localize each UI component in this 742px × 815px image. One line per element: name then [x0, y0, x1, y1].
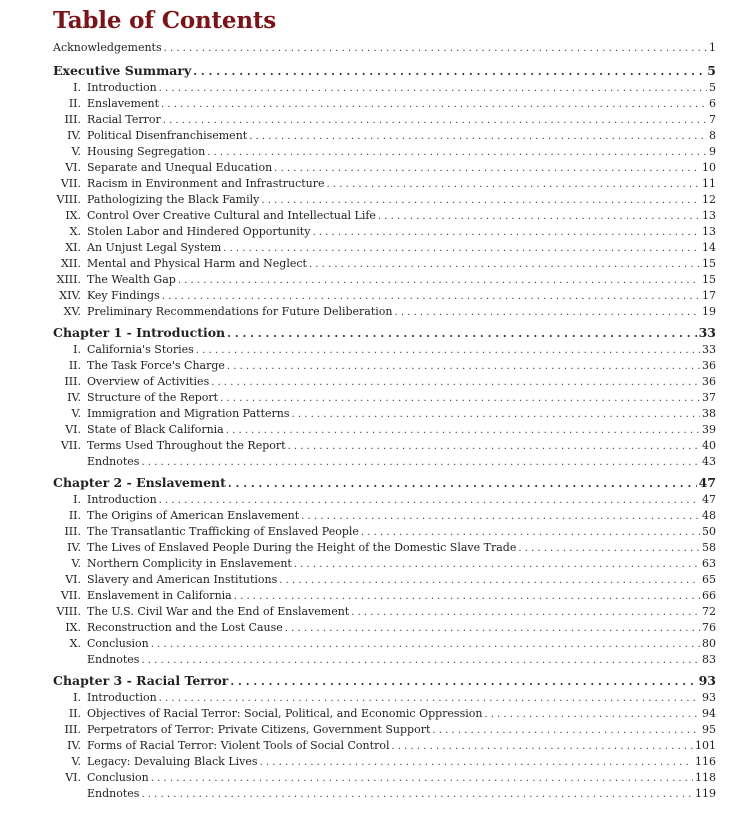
toc-entry[interactable] — [53, 652, 716, 668]
toc-entry[interactable] — [53, 636, 716, 652]
toc-entry-label: Introduction — [87, 81, 157, 94]
toc-entry[interactable] — [53, 304, 716, 320]
toc-entry[interactable] — [53, 208, 716, 224]
toc-entry-page: 118 — [695, 771, 716, 784]
toc-entry-numeral: XIV. — [59, 289, 81, 302]
toc-entry-label: Endnotes — [87, 455, 140, 468]
dot-leader — [261, 193, 700, 209]
toc-entry-label: Introduction — [87, 493, 157, 506]
toc-entry-label: The U.S. Civil War and the End of Enslavement — [87, 605, 350, 618]
toc-entry-label: Separate and Unequal Education — [87, 161, 273, 174]
toc-entry-label: The Transatlantic Trafficking of Enslaved People — [87, 525, 359, 538]
toc-entry-numeral: II. — [68, 359, 81, 372]
dot-leader — [220, 391, 700, 407]
dot-leader — [163, 113, 707, 129]
toc-entry[interactable] — [53, 342, 716, 358]
toc-entry[interactable] — [53, 738, 716, 754]
toc-entry-page: 95 — [702, 723, 716, 736]
toc-entry-numeral: VI. — [65, 423, 81, 436]
toc-entry-label: Key Findings — [87, 289, 160, 302]
toc-entry-page: 83 — [702, 653, 716, 666]
section-title: Executive Summary — [53, 63, 192, 78]
toc-entry-numeral: VII. — [60, 439, 81, 452]
toc-entry-page: 19 — [702, 305, 716, 318]
toc-entry-page: 116 — [695, 755, 716, 768]
toc-entry-label: Enslavement in California — [87, 589, 232, 602]
toc-entry-numeral: VII. — [60, 589, 81, 602]
toc-entry-numeral: XV. — [63, 305, 81, 318]
toc-entry-label: Slavery and American Institutions — [87, 573, 278, 586]
toc-section-heading[interactable] — [53, 474, 716, 492]
toc-entry-page: 93 — [702, 691, 716, 704]
section-page: 93 — [698, 673, 716, 688]
toc-entry-label: Racism in Environment and Infrastructure — [87, 177, 325, 190]
toc-entry-label: The Wealth Gap — [87, 273, 176, 286]
toc-entry[interactable] — [53, 572, 716, 588]
toc-entry-label: Immigration and Migration Patterns — [87, 407, 290, 420]
toc-entry-page: 5 — [709, 81, 716, 94]
toc-title: Table of Contents — [53, 7, 277, 34]
section-page: 47 — [698, 475, 716, 490]
toc-entry[interactable] — [53, 272, 716, 288]
toc-entry[interactable] — [53, 256, 716, 272]
dot-leader — [391, 739, 693, 755]
toc-entry[interactable] — [53, 524, 716, 540]
toc-entry-page: 119 — [695, 787, 716, 800]
toc-entry[interactable] — [53, 770, 716, 786]
toc-entry-numeral: III. — [64, 525, 81, 538]
toc-entry[interactable] — [53, 160, 716, 176]
toc-entry-page: 94 — [702, 707, 716, 720]
toc-entry-numeral: VI. — [65, 161, 81, 174]
dot-leader — [518, 541, 700, 557]
dot-leader — [159, 81, 707, 97]
toc-entry-numeral: IX. — [65, 209, 81, 222]
toc-entry-label: Endnotes — [87, 653, 140, 666]
dot-leader — [292, 407, 701, 423]
dot-leader — [285, 621, 700, 637]
dot-leader — [249, 129, 707, 145]
toc-entry-numeral: XII. — [60, 257, 81, 270]
toc-entry-page: 1 — [709, 41, 716, 54]
toc-entry-page: 72 — [702, 605, 716, 618]
toc-entry[interactable] — [53, 406, 716, 422]
toc-entry-page: 43 — [702, 455, 716, 468]
dot-leader — [159, 493, 700, 509]
toc-entry[interactable] — [53, 374, 716, 390]
dot-leader — [234, 589, 700, 605]
toc-entry-label: Legacy: Devaluing Black Lives — [87, 755, 258, 768]
toc-entry[interactable] — [53, 540, 716, 556]
toc-entry-numeral: I. — [73, 691, 81, 704]
toc-entry-label: Racial Terror — [87, 113, 161, 126]
toc-entry-page: 17 — [702, 289, 716, 302]
toc-entry[interactable] — [53, 144, 716, 160]
toc-entry-numeral: VIII. — [56, 193, 81, 206]
dot-leader — [159, 691, 700, 707]
toc-entry-page: 11 — [702, 177, 716, 190]
toc-entry[interactable] — [53, 422, 716, 438]
dot-leader — [141, 455, 700, 471]
toc-entry[interactable] — [53, 556, 716, 572]
toc-entry-numeral: X. — [69, 637, 81, 650]
toc-entry-numeral: II. — [68, 707, 81, 720]
toc-entry[interactable] — [53, 438, 716, 454]
dot-leader — [178, 273, 700, 289]
toc-entry-numeral: V. — [71, 145, 81, 158]
dot-leader — [351, 605, 700, 621]
dot-leader — [484, 707, 700, 723]
toc-entry[interactable] — [53, 240, 716, 256]
toc-entry-label: Objectives of Racial Terror: Social, Political, and Economic Oppression — [87, 707, 483, 720]
toc-entry-label: Perpetrators of Terror: Private Citizens, Government Support — [87, 723, 431, 736]
toc-entry-numeral: III. — [64, 113, 81, 126]
toc-entry-page: 48 — [702, 509, 716, 522]
toc-page — [53, 6, 716, 802]
dot-leader — [309, 257, 700, 273]
toc-section-heading[interactable] — [53, 324, 716, 342]
toc-entry-numeral: IV. — [67, 129, 81, 142]
toc-entry-numeral: IV. — [67, 541, 81, 554]
dot-leader — [279, 573, 700, 589]
toc-entry-numeral: XIII. — [56, 273, 81, 286]
toc-entry-page: 36 — [702, 375, 716, 388]
toc-entry[interactable] — [53, 492, 716, 508]
dot-leader — [226, 423, 700, 439]
toc-entry-page: 7 — [709, 113, 716, 126]
dot-leader — [378, 209, 700, 225]
toc-entry[interactable] — [53, 690, 716, 706]
toc-section-heading[interactable] — [53, 672, 716, 690]
dot-leader — [164, 41, 707, 57]
toc-section-heading[interactable] — [53, 62, 716, 80]
toc-entry[interactable] — [53, 588, 716, 604]
toc-entry-page: 66 — [702, 589, 716, 602]
toc-entry-label: Forms of Racial Terror: Violent Tools of Social Control — [87, 739, 390, 752]
toc-entry-label: Northern Complicity in Enslavement — [87, 557, 292, 570]
toc-entry[interactable] — [53, 288, 716, 304]
dot-leader — [327, 177, 700, 193]
toc-entry-numeral: I. — [73, 493, 81, 506]
dot-leader — [141, 653, 700, 669]
toc-entry[interactable] — [53, 128, 716, 144]
toc-entry-label: Reconstruction and the Lost Cause — [87, 621, 283, 634]
toc-entry-label: Housing Segregation — [87, 145, 206, 158]
toc-entry-label: Structure of the Report — [87, 391, 219, 404]
toc-entry-label: Mental and Physical Harm and Neglect — [87, 257, 307, 270]
toc-entry-page: 101 — [695, 739, 716, 752]
section-title: Chapter 2 - Enslavement — [53, 475, 226, 490]
dot-leader — [230, 673, 696, 691]
toc-entry[interactable] — [53, 454, 716, 470]
toc-entry[interactable] — [53, 604, 716, 620]
toc-entry-page: 6 — [709, 97, 716, 110]
toc-entry-page: 65 — [702, 573, 716, 586]
dot-leader — [395, 305, 701, 321]
toc-entry-page: 38 — [702, 407, 716, 420]
toc-entry-page: 8 — [709, 129, 716, 142]
toc-entry-numeral: III. — [64, 375, 81, 388]
toc-entry-page: 36 — [702, 359, 716, 372]
toc-entry-label: Conclusion — [87, 637, 149, 650]
toc-entry-page: 80 — [702, 637, 716, 650]
dot-leader — [211, 375, 700, 391]
toc-entry-page: 12 — [702, 193, 716, 206]
dot-leader — [227, 325, 696, 343]
dot-leader — [260, 755, 693, 771]
toc-entry[interactable] — [53, 786, 716, 802]
dot-leader — [288, 439, 700, 455]
toc-entry-numeral: IV. — [67, 391, 81, 404]
toc-entry[interactable] — [53, 754, 716, 770]
toc-entry-page: 76 — [702, 621, 716, 634]
toc-entry-label: Conclusion — [87, 771, 149, 784]
dot-leader — [151, 637, 700, 653]
toc-entry-page: 50 — [702, 525, 716, 538]
toc-entry-page: 58 — [702, 541, 716, 554]
dot-leader — [162, 289, 700, 305]
toc-entry[interactable] — [53, 620, 716, 636]
dot-leader — [227, 359, 700, 375]
section-page: 5 — [707, 63, 716, 78]
toc-entry-numeral: VII. — [60, 177, 81, 190]
toc-entry-page: 33 — [702, 343, 716, 356]
toc-entry-label: Enslavement — [87, 97, 160, 110]
toc-entry-numeral: V. — [71, 407, 81, 420]
toc-entry[interactable] — [53, 706, 716, 722]
toc-entry[interactable] — [53, 112, 716, 128]
toc-entry-label: Control Over Creative Cultural and Intellectual Life — [87, 209, 376, 222]
dot-leader — [274, 161, 700, 177]
toc-entry-label: California's Stories — [87, 343, 194, 356]
toc-entry-page: 37 — [702, 391, 716, 404]
toc-entry-numeral: X. — [69, 225, 81, 238]
toc-entry-numeral: XI. — [65, 241, 81, 254]
toc-entry-page: 40 — [702, 439, 716, 452]
section-title: Chapter 1 - Introduction — [53, 325, 226, 340]
toc-entry-label: The Lives of Enslaved People During the Height of the Domestic Slave Trade — [87, 541, 517, 554]
toc-entry-label: Terms Used Throughout the Report — [87, 439, 286, 452]
toc-entry-numeral: III. — [64, 723, 81, 736]
toc-entry-page: 13 — [702, 225, 716, 238]
toc-entry-label: The Task Force's Charge — [87, 359, 225, 372]
toc-entry-label: Preliminary Recommendations for Future Deliberation — [87, 305, 393, 318]
toc-entry-label: Pathologizing the Black Family — [87, 193, 260, 206]
toc-entry-numeral: I. — [73, 81, 81, 94]
toc-entry-page: 10 — [702, 161, 716, 174]
toc-entry-label: Overview of Activities — [87, 375, 210, 388]
toc-entry[interactable] — [53, 508, 716, 524]
dot-leader — [312, 225, 700, 241]
toc-entry-page: 14 — [702, 241, 716, 254]
toc-entry-label: Introduction — [87, 691, 157, 704]
toc-entry-label: Endnotes — [87, 787, 140, 800]
section-page: 33 — [698, 325, 716, 340]
toc-entry-page: 63 — [702, 557, 716, 570]
toc-entry[interactable] — [53, 192, 716, 208]
dot-leader — [361, 525, 700, 541]
dot-leader — [196, 343, 700, 359]
toc-sections — [53, 62, 716, 802]
toc-entry-label: State of Black California — [87, 423, 224, 436]
toc-entry-numeral: IV. — [67, 739, 81, 752]
toc-entry-label: Stolen Labor and Hindered Opportunity — [87, 225, 311, 238]
toc-entry-label: The Origins of American Enslavement — [87, 509, 300, 522]
dot-leader — [432, 723, 700, 739]
toc-entry-numeral: VIII. — [56, 605, 81, 618]
toc-entry-page: 13 — [702, 209, 716, 222]
toc-entry-numeral: V. — [71, 557, 81, 570]
dot-leader — [301, 509, 700, 525]
toc-entry-numeral: IX. — [65, 621, 81, 634]
toc-entry[interactable] — [53, 96, 716, 112]
toc-entry[interactable] — [53, 224, 716, 240]
toc-entry-label: Political Disenfranchisement — [87, 129, 248, 142]
toc-entry-page: 47 — [702, 493, 716, 506]
toc-entry-numeral: VI. — [65, 771, 81, 784]
dot-leader — [294, 557, 700, 573]
dot-leader — [141, 787, 693, 803]
toc-entry-numeral: II. — [68, 97, 81, 110]
toc-entry-numeral: VI. — [65, 573, 81, 586]
dot-leader — [228, 475, 697, 493]
section-title: Chapter 3 - Racial Terror — [53, 673, 229, 688]
toc-entry-page: 15 — [702, 273, 716, 286]
toc-entry-page: 15 — [702, 257, 716, 270]
dot-leader — [193, 63, 705, 81]
toc-entry-numeral: V. — [71, 755, 81, 768]
toc-entry-numeral: I. — [73, 343, 81, 356]
toc-entry[interactable] — [53, 722, 716, 738]
toc-entry[interactable] — [53, 176, 716, 192]
toc-entry-label: An Unjust Legal System — [87, 241, 222, 254]
dot-leader — [223, 241, 700, 257]
toc-entry-label: Acknowledgements — [53, 41, 162, 54]
dot-leader — [151, 771, 693, 787]
toc-entry[interactable] — [53, 80, 716, 96]
toc-entry-page: 9 — [709, 145, 716, 158]
dot-leader — [161, 97, 707, 113]
dot-leader — [207, 145, 707, 161]
toc-entry-page: 39 — [702, 423, 716, 436]
toc-entry[interactable] — [53, 390, 716, 406]
toc-entry-acknowledgements[interactable] — [53, 40, 716, 56]
toc-entry-numeral: II. — [68, 509, 81, 522]
toc-entry[interactable] — [53, 358, 716, 374]
